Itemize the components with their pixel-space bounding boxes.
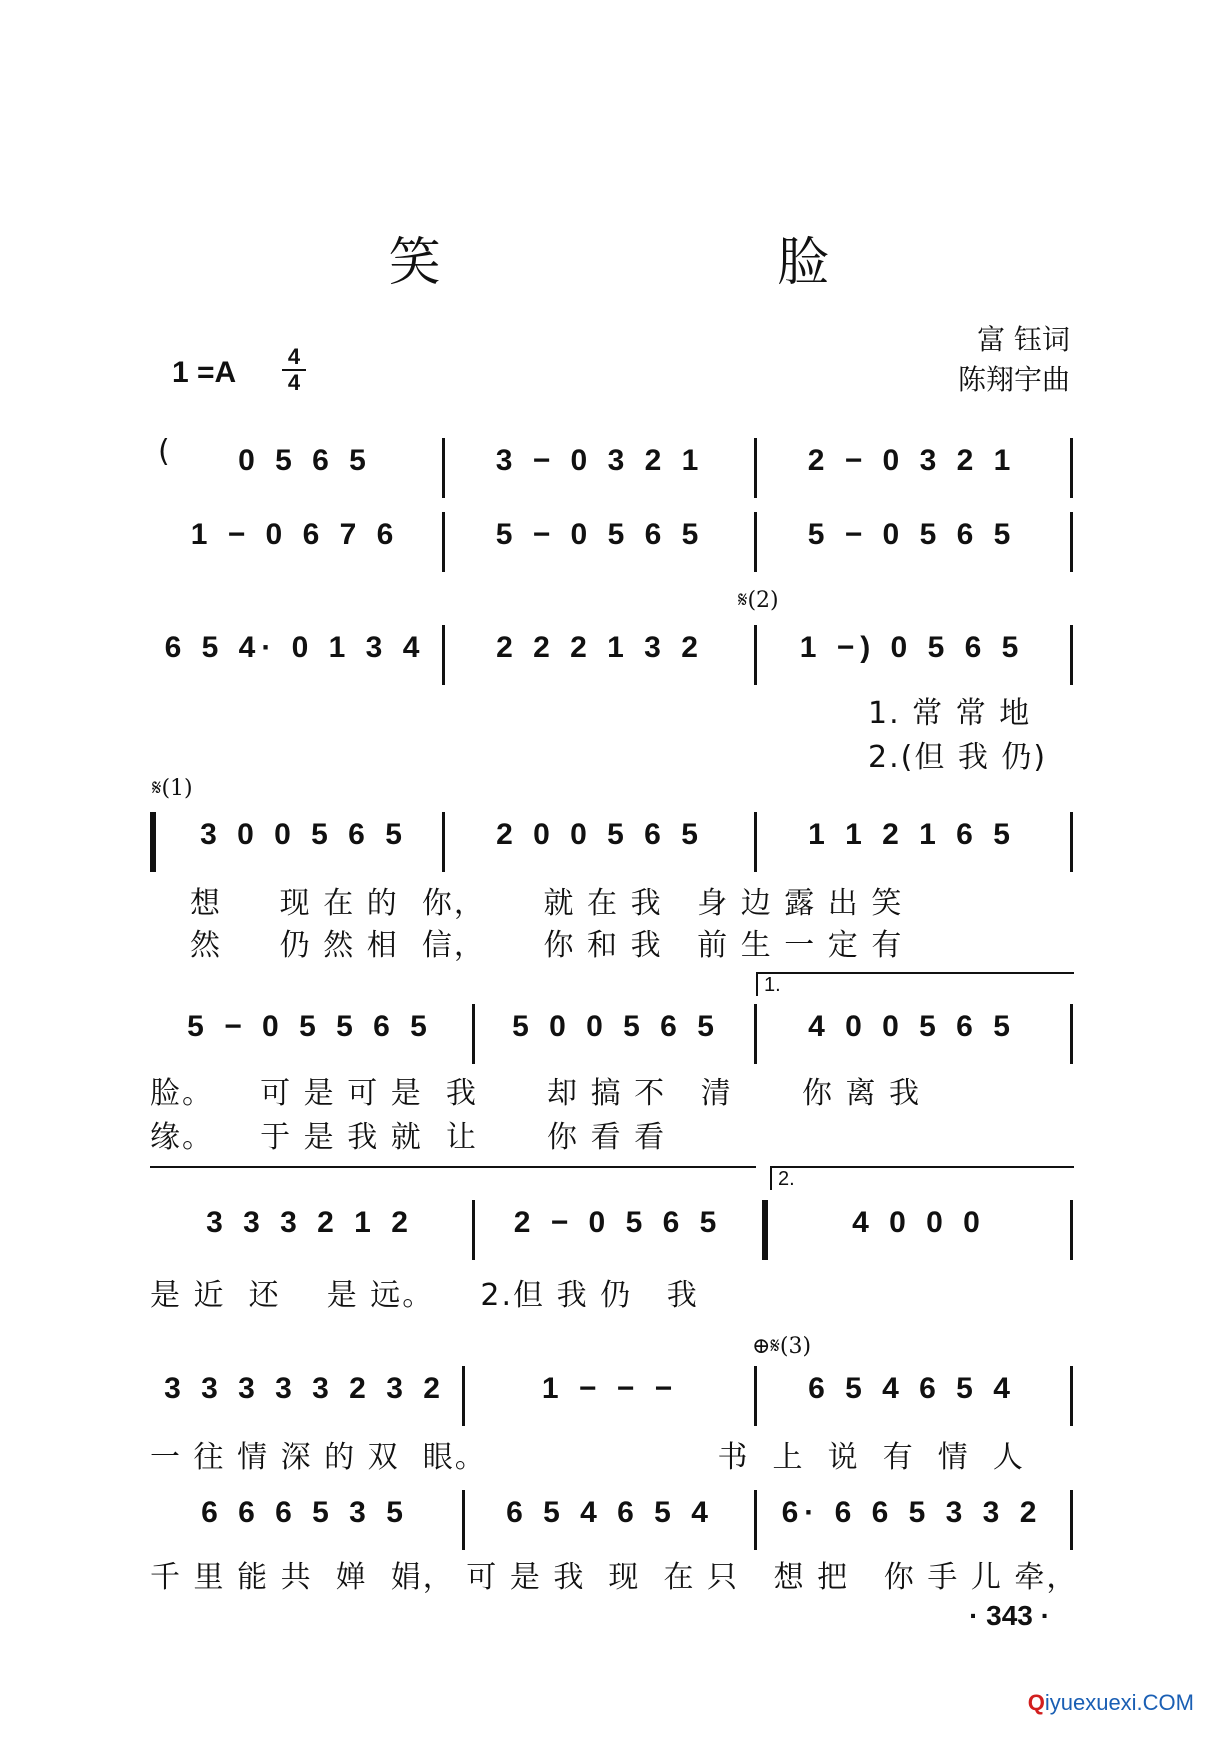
notes: 6 5 4· 0 1 3 4 [164, 631, 426, 664]
barline [462, 1490, 465, 1550]
notes: 3 − 0 3 2 1 [495, 444, 705, 477]
notes: 0 5 6 5 [238, 444, 372, 477]
barline [754, 512, 757, 572]
lyric-line: 想 现 在 的 你， 就 在 我 身 边 露 出 笑 [190, 886, 904, 921]
barline [442, 812, 445, 872]
notes: 3 3 3 3 3 2 3 2 [164, 1372, 446, 1405]
notes: 6 6 6 5 3 5 [201, 1496, 409, 1529]
notes: 1 − − − [541, 1372, 679, 1405]
lyric-line: 是 近 还 是 远。 2.但 我 仍 我 [150, 1278, 699, 1313]
notes: 3 0 0 5 6 5 [200, 818, 408, 851]
lyric-line: 一 往 情 深 的 双 眼。 书 上 说 有 情 人 [150, 1440, 1025, 1475]
barline [472, 1004, 475, 1064]
barline [1070, 438, 1073, 498]
notes: 2 − 0 3 2 1 [807, 444, 1017, 477]
measure [762, 631, 1062, 681]
barline [442, 512, 445, 572]
barline [754, 1490, 757, 1550]
notes: 2 − 0 5 6 5 [513, 1206, 723, 1239]
measure [150, 1372, 460, 1422]
notes: 5 − 0 5 5 6 5 [187, 1010, 433, 1043]
segno-mark-2: 𝄋(2) [738, 588, 779, 613]
barline [1070, 512, 1073, 572]
measure [762, 1372, 1062, 1422]
measure [762, 1010, 1062, 1060]
notes: 1 − 0 6 7 6 [190, 518, 400, 551]
meter-top: 4 [287, 344, 301, 369]
measure [166, 818, 442, 868]
measure [150, 1206, 470, 1256]
score-system-6 [150, 1200, 1076, 1260]
notes: 6 5 4 6 5 4 [506, 1496, 714, 1529]
lyric-line: 缘。 于 是 我 就 让 你 看 看 [150, 1120, 667, 1155]
barline [472, 1200, 475, 1260]
measure [150, 518, 440, 568]
barline [442, 625, 445, 685]
lyric-line: 1. 常 常 地 [868, 696, 1032, 731]
page-title: 笑 脸 [388, 233, 990, 293]
barline [1070, 1200, 1073, 1260]
barline [1070, 625, 1073, 685]
barline [754, 625, 757, 685]
measure [150, 1496, 460, 1546]
measure [762, 818, 1062, 868]
measure [478, 1010, 754, 1060]
segno-mark-1: 𝄋(1) [152, 776, 193, 801]
notes: 2 0 0 5 6 5 [496, 818, 704, 851]
lyricist-credit: 富 钰词 [977, 323, 1070, 356]
time-signature [282, 345, 306, 395]
barline [754, 1366, 757, 1426]
lyric-line: 千 里 能 共 婵 娟， 可 是 我 现 在 只 想 把 你 手 儿 牵， [150, 1560, 1079, 1595]
notes: 5 0 0 5 6 5 [512, 1010, 720, 1043]
measure [450, 818, 750, 868]
score-system-3 [150, 625, 1076, 685]
barline [442, 438, 445, 498]
measure [150, 631, 440, 681]
measure [776, 1206, 1062, 1256]
lyric-line: 2.(但 我 仍) [868, 740, 1048, 775]
barline [1070, 1490, 1073, 1550]
measure [470, 1496, 750, 1546]
volta-2: 2. [770, 1166, 1074, 1190]
site-watermark [1028, 1690, 1194, 1716]
lyric-line: 然 仍 然 相 信， 你 和 我 前 生 一 定 有 [190, 928, 904, 963]
measure [762, 444, 1062, 494]
composer-credit: 陈翔宇曲 [957, 363, 1070, 396]
score-system-8 [150, 1490, 1076, 1550]
measure [470, 1372, 750, 1422]
score-system-5 [150, 1004, 1076, 1064]
page-number: · 343 · [969, 1600, 1050, 1631]
barline [754, 812, 757, 872]
key-signature: 1 =A [172, 356, 237, 389]
score-system-2 [150, 512, 1076, 572]
notes: 4 0 0 5 6 5 [808, 1010, 1016, 1043]
score-system-7 [150, 1366, 1076, 1426]
score-system-1 [150, 434, 1076, 498]
score-system-4 [150, 812, 1076, 872]
notes: 5 − 0 5 6 5 [807, 518, 1017, 551]
watermark-text: iyuexuexi.COM [1044, 1690, 1194, 1715]
barline [1070, 1366, 1073, 1426]
notes: 6 5 4 6 5 4 [808, 1372, 1016, 1405]
barline [462, 1366, 465, 1426]
volta-1-continued [150, 1166, 756, 1190]
measure [450, 444, 750, 494]
measure [478, 1206, 758, 1256]
measure [150, 1010, 470, 1060]
notes: 3 3 3 2 1 2 [206, 1206, 414, 1239]
measure [762, 518, 1062, 568]
notes: 1 −) 0 5 6 5 [799, 631, 1025, 664]
barline [754, 1004, 757, 1064]
notes: 1 1 2 1 6 5 [808, 818, 1016, 851]
repeat-end-barline [762, 1200, 768, 1260]
barline [1070, 1004, 1073, 1064]
volta-1: 1. [756, 972, 1074, 996]
barline [754, 438, 757, 498]
lyric-line: 脸。 可 是 可 是 我 却 搞 不 清 你 离 我 [150, 1076, 922, 1111]
repeat-start-barline [150, 812, 156, 872]
watermark-logo-letter: Q [1027, 1690, 1045, 1715]
measure [450, 518, 750, 568]
notes: 6· 6 6 5 3 3 2 [781, 1496, 1043, 1529]
coda-segno-mark-3: ⊕𝄋(3) [752, 1334, 812, 1359]
notes: 5 − 0 5 6 5 [495, 518, 705, 551]
measure [170, 444, 440, 494]
notes: 2 2 2 1 3 2 [496, 631, 704, 664]
notes: 4 0 0 0 [852, 1206, 986, 1239]
open-paren: ( [158, 434, 170, 469]
measure [450, 631, 750, 681]
barline [1070, 812, 1073, 872]
meter-bottom: 4 [287, 370, 301, 395]
measure [762, 1496, 1062, 1546]
